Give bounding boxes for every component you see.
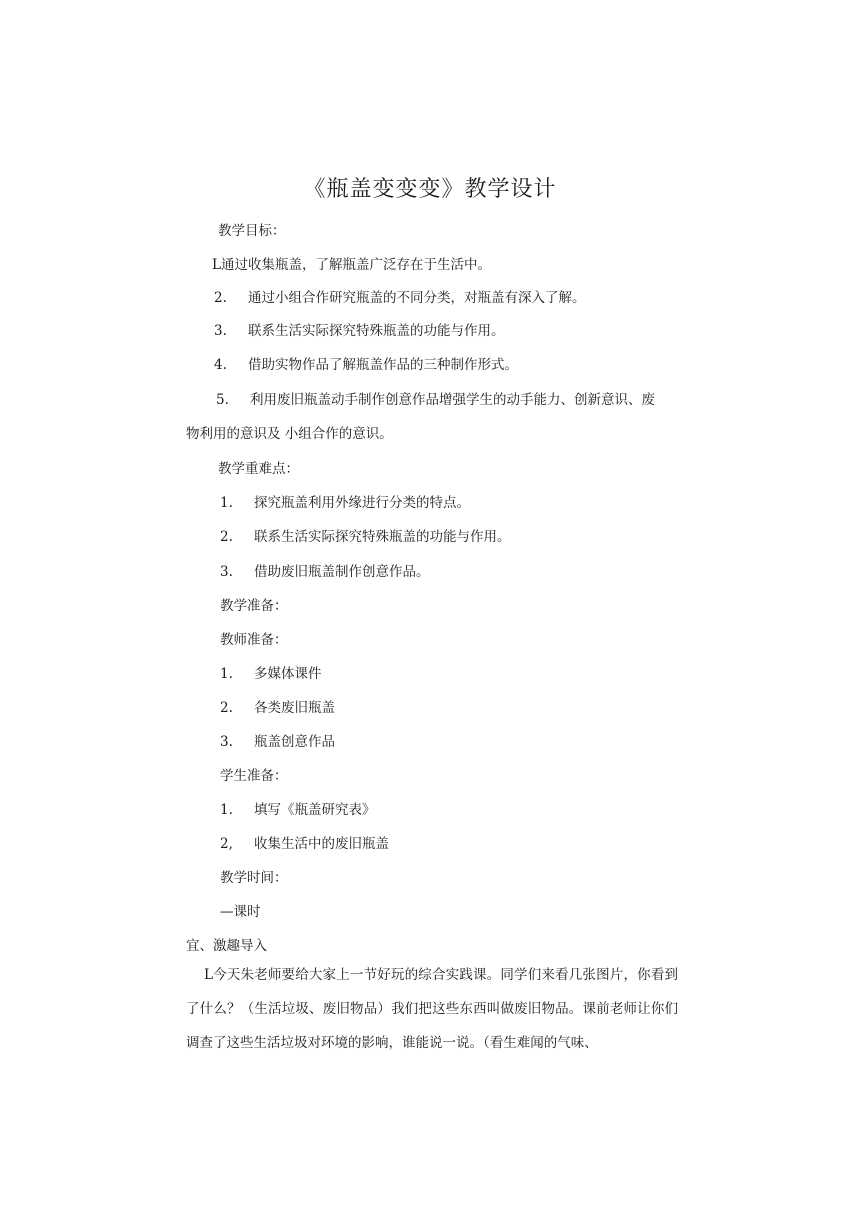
teacher-prep-heading: 教师准备： [220, 632, 288, 648]
goal-item-2-text: 通过小组合作研究瓶盖的不同分类，对瓶盖有深入了解。 [248, 290, 586, 306]
key-points-heading: 教学重难点： [218, 461, 299, 477]
student-prep-2-text: 收集生活中的废旧瓶盖 [254, 836, 389, 852]
goal-item-1: L通过收集瓶盖，了解瓶盖广泛存在于生活中。 [212, 257, 491, 273]
goal-item-5 [216, 390, 655, 410]
document-title: 《瓶盖变变变》教学设计 [303, 177, 557, 202]
teacher-prep-item-3 [220, 732, 335, 752]
goal-item-5-continuation: 物利用的意识及 小组合作的意识。 [186, 426, 393, 442]
key-point-2-num: 2. [220, 529, 233, 545]
key-point-item-2 [220, 527, 511, 547]
goal-item-5-text-line1: 利用废旧瓶盖动手制作创意作品增强学生的动手能力、创新意识、废 [250, 392, 655, 408]
key-point-3-num: 3. [220, 564, 233, 580]
teacher-prep-3-num: 3. [220, 734, 233, 750]
key-point-1-num: 1. [220, 495, 233, 511]
time-heading: 教学时间： [220, 870, 288, 886]
key-point-item-1 [220, 493, 470, 513]
key-point-3-text: 借助废旧瓶盖制作创意作品。 [254, 564, 430, 580]
teacher-prep-1-text: 多媒体课件 [254, 666, 322, 682]
student-prep-1-text: 填写《瓶盖研究表》 [254, 802, 376, 818]
goal-item-4-text: 借助实物作品了解瓶盖作品的三种制作形式。 [248, 357, 518, 373]
goal-item-4 [214, 355, 518, 375]
goals-heading: 教学目标： [218, 223, 286, 239]
goal-item-3-text: 联系生活实际探究特殊瓶盖的功能与作用。 [248, 323, 505, 339]
student-prep-item-2 [220, 834, 389, 854]
section-1-heading: 宜、激趣导入 [186, 938, 267, 954]
teacher-prep-1-num: 1. [220, 666, 233, 682]
goal-item-3-num: 3. [214, 323, 227, 339]
goal-item-2 [214, 288, 586, 308]
goal-item-2-num: 2. [214, 290, 227, 306]
teacher-prep-2-num: 2. [220, 700, 233, 716]
student-prep-2-num: 2, [220, 836, 233, 852]
goal-item-5-num: 5. [216, 392, 229, 408]
student-prep-heading: 学生准备： [220, 768, 288, 784]
teacher-prep-3-text: 瓶盖创意作品 [254, 734, 335, 750]
goal-item-3 [214, 321, 505, 341]
time-value: —课时 [220, 904, 261, 920]
section-1-paragraph: L今天朱老师要给大家上一节好玩的综合实践课。同学们来看几张图片，你看到了什么？（生活垃圾、废旧物品）我们把这些东西叫做废旧物品。课前老师让你们调查了这些生活垃圾对环境的影响，谁能说一说。（看生难闻的气味、 [186, 967, 678, 1051]
key-point-1-text: 探究瓶盖利用外缘进行分类的特点。 [254, 495, 470, 511]
teacher-prep-item-1 [220, 664, 322, 684]
teacher-prep-item-2 [220, 698, 335, 718]
student-prep-1-num: 1. [220, 802, 233, 818]
teacher-prep-2-text: 各类废旧瓶盖 [254, 700, 335, 716]
key-point-item-3 [220, 562, 430, 582]
preparation-heading: 教学准备： [220, 598, 288, 614]
key-point-2-text: 联系生活实际探究特殊瓶盖的功能与作用。 [254, 529, 511, 545]
student-prep-item-1 [220, 800, 376, 820]
goal-item-4-num: 4. [214, 357, 227, 373]
